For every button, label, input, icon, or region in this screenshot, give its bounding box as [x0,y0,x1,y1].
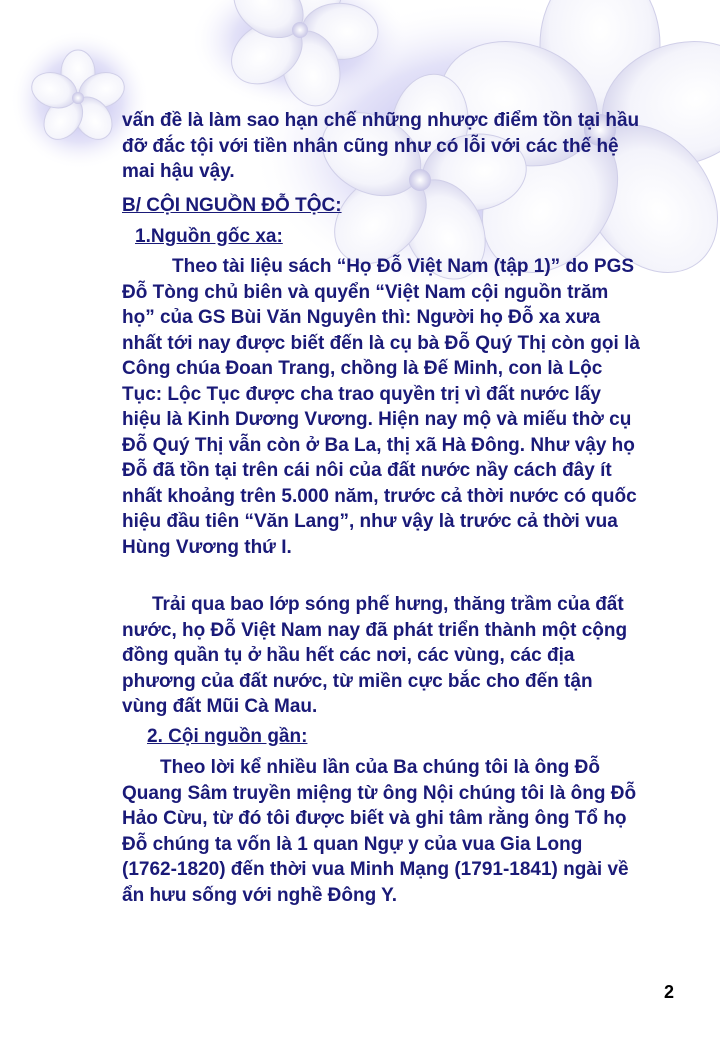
page-number: 2 [663,982,674,1002]
paragraph-history: Trải qua bao lớp sóng phế hưng, thăng trầm của đất nước, họ Đỗ Việt Nam nay đã phát triển thành một cộng đồng quần tụ ở hầu hết các nơi, các vùng, các địa phương của đất nước, từ miền cực bắc cho đến tận vùng đất Mũi Cà Mau. [122,594,628,717]
subsection-1-heading: 1.Nguồn gốc xa: [135,226,283,247]
paragraph-origin-near: Theo lời kể nhiều lần của Ba chúng tôi là ông Đỗ Quang Sâm truyền miệng từ ông Nội chúng tôi là ông Đỗ Hảo Cừu, từ đó tôi được biết và ghi tâm rằng ông Tổ họ Đỗ chúng ta vốn là 1 quan Ngự y của vua Gia Long (1762-1820) đến thời vua Minh Mạng (1791-1841) ngài về ẩn hưu sống với nghề Đông Y. [122,757,637,906]
subsection-2-heading: 2. Cội nguồn gần: [147,726,308,747]
intro-paragraph: vấn đề là làm sao hạn chế những nhược điểm tồn tại hầu đỡ đắc tội với tiền nhân cũng như có lỗi với các thế hệ mai hậu vậy. [122,110,640,182]
paragraph-origin-far: Theo tài liệu sách “Họ Đỗ Việt Nam (tập 1)” do PGS Đỗ Tòng chủ biên và quyển “Việt Nam cội nguồn trăm họ” của GS Bùi Văn Nguyên thì: Người họ Đỗ xa xưa nhất tới nay được biết đến là cụ bà Đỗ Quý Thị còn gọi là Công chúa Đoan Trang, chồng là Đế Minh, con là Lộc Tục: Lộc Tục được cha trao quyền trị vì đất nước lấy hiệu là Kinh Dương Vương. Hiện nay mộ và miếu thờ cụ Đỗ Quý Thị vẫn còn ở Ba La, thị xã Hà Đông. Như vậy họ Đỗ đã tồn tại trên cái nôi của đất nước nầy cách đây ít nhất khoảng trên 5.000 năm, trước cả thời nước có quốc hiệu đầu tiên “Văn Lang”, như vậy là trước cả thời vua Hùng Vương thứ I. [122,256,640,558]
section-b-heading: B/ CỘI NGUỒN ĐỖ TỘC: [122,195,342,216]
